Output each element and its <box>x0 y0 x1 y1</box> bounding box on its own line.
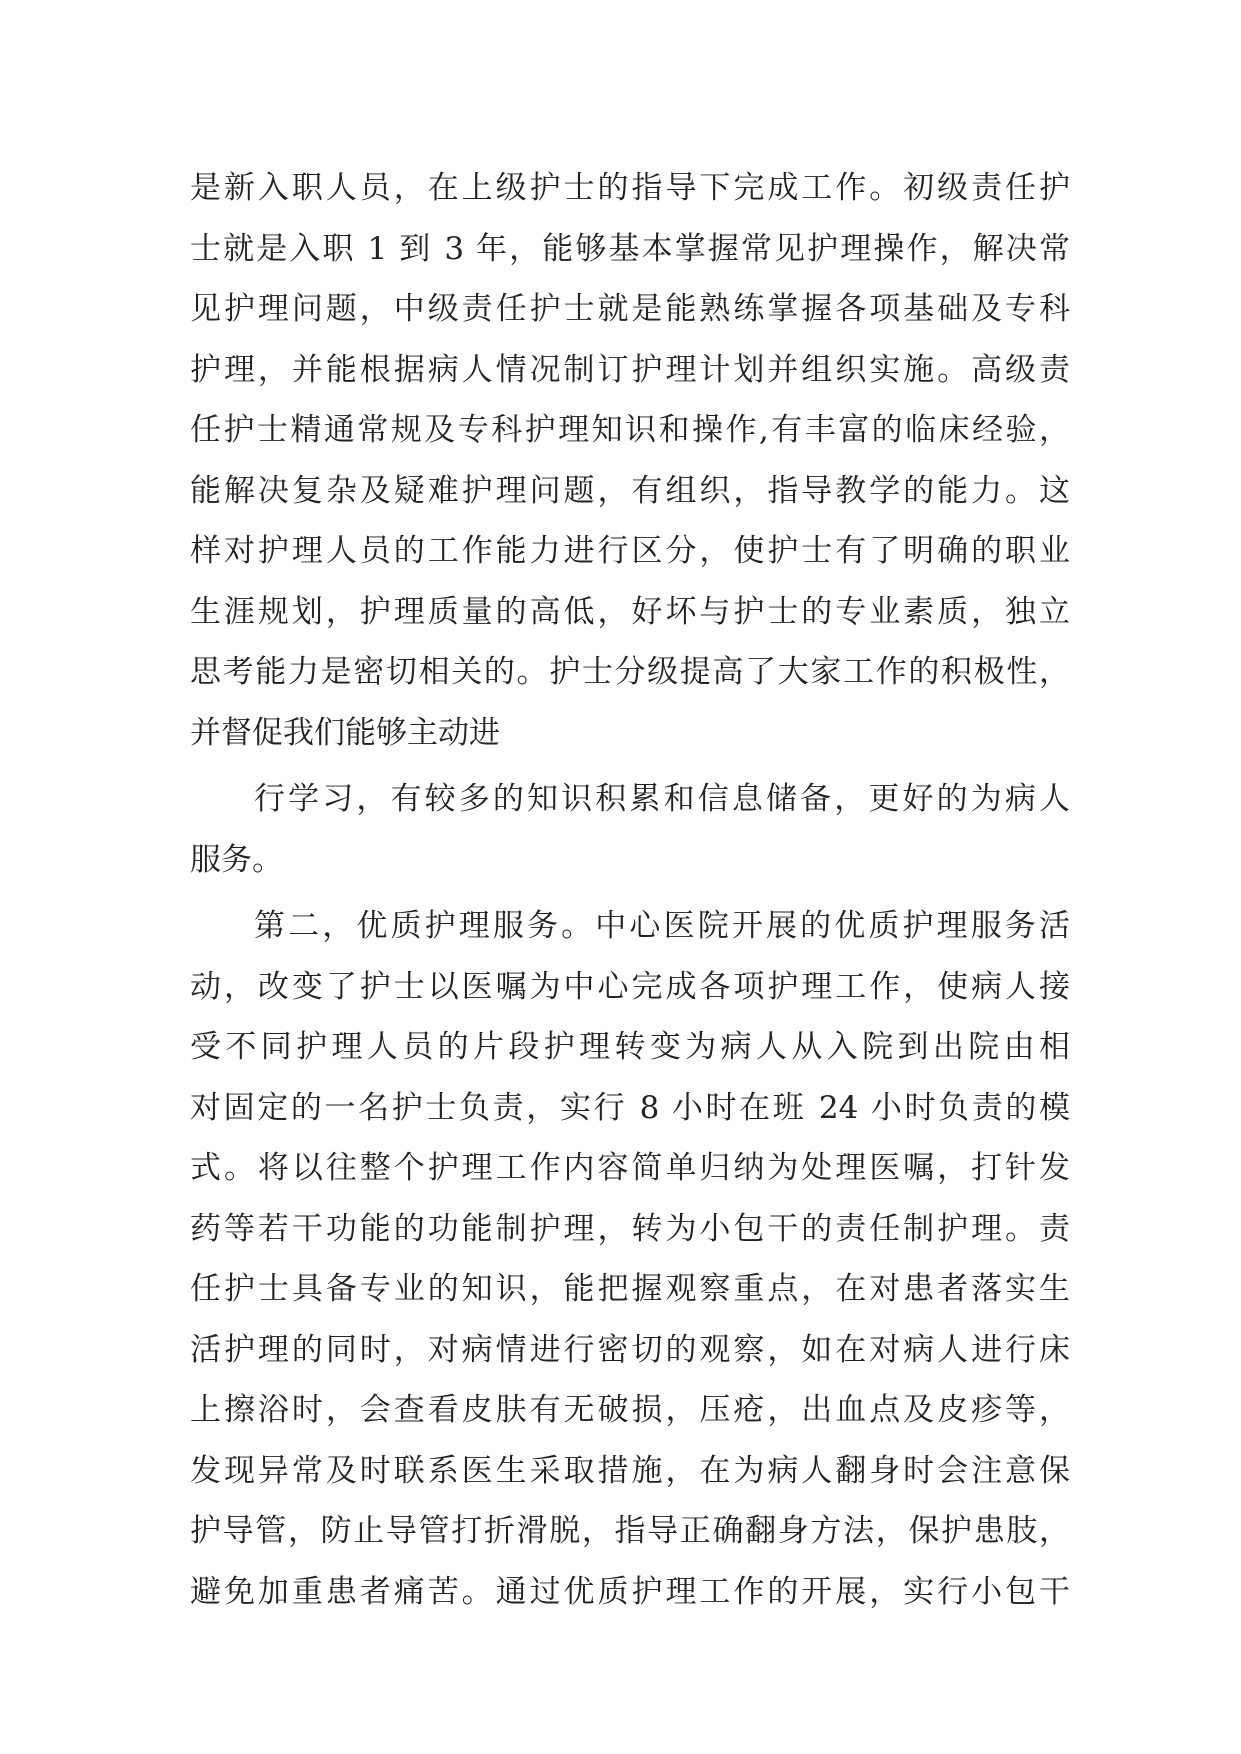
text-line: 动，改变了护士以医嘱为中心完成各项护理工作，使病人接 <box>190 968 1070 1005</box>
text-line: 药等若干功能的功能制护理，转为小包干的责任制护理。责 <box>190 1210 1070 1247</box>
paragraph-3 <box>190 896 1070 1622</box>
text-line: 能解决复杂及疑难护理问题，有组织，指导教学的能力。这 <box>190 472 1070 509</box>
text-line: 是新入职人员，在上级护士的指导下完成工作。初级责任护 <box>190 170 1070 206</box>
text-line: 行学习，有较多的知识积累和信息储备，更好的为病人 <box>254 781 1070 817</box>
text-line: 生涯规划，护理质量的高低，好坏与护士的专业素质，独立 <box>190 593 1070 630</box>
text-line: 发现异常及时联系医生采取措施，在为病人翻身时会注意保 <box>190 1452 1070 1489</box>
text-line: 护导管，防止导管打折滑脱，指导正确翻身方法，保护患肢， <box>190 1513 1070 1549</box>
text-line: 士就是入职 1 到 3 年，能够基本掌握常见护理操作，解决常 <box>190 230 1070 267</box>
text-line: 服务。 <box>190 841 283 878</box>
text-line: 避免加重患者痛苦。通过优质护理工作的开展，实行小包干 <box>190 1573 1070 1610</box>
text-line: 活护理的同时，对病情进行密切的观察，如在对病人进行床 <box>190 1331 1070 1368</box>
text-line: 见护理问题，中级责任护士就是能熟练掌握各项基础及专科 <box>190 291 1070 327</box>
text-line: 样对护理人员的工作能力进行区分，使护士有了明确的职业 <box>190 533 1070 569</box>
text-line: 并督促我们能够主动进 <box>190 714 500 751</box>
text-line: 受不同护理人员的片段护理转变为病人从入院到出院由相 <box>190 1029 1070 1065</box>
text-line: 护理，并能根据病人情况制订护理计划并组织实施。高级责 <box>190 351 1070 388</box>
paragraph-1 <box>190 158 1070 763</box>
text-line: 任护士精通常规及专科护理知识和操作,有丰富的临床经验， <box>190 412 1070 448</box>
text-line: 式。将以往整个护理工作内容简单归纳为处理医嘱，打针发 <box>190 1150 1070 1186</box>
text-line: 思考能力是密切相关的。护士分级提高了大家工作的积极性， <box>190 654 1070 690</box>
body-text <box>190 158 1070 1622</box>
text-line: 任护士具备专业的知识，能把握观察重点，在对患者落实生 <box>190 1271 1070 1307</box>
text-line: 上擦浴时，会查看皮肤有无破损，压疮，出血点及皮疹等， <box>190 1392 1070 1428</box>
text-line: 第二，优质护理服务。中心医院开展的优质护理服务活 <box>254 908 1070 944</box>
paragraph-2 <box>190 769 1070 890</box>
text-line: 对固定的一名护士负责，实行 8 小时在班 24 小时负责的模 <box>190 1089 1070 1126</box>
